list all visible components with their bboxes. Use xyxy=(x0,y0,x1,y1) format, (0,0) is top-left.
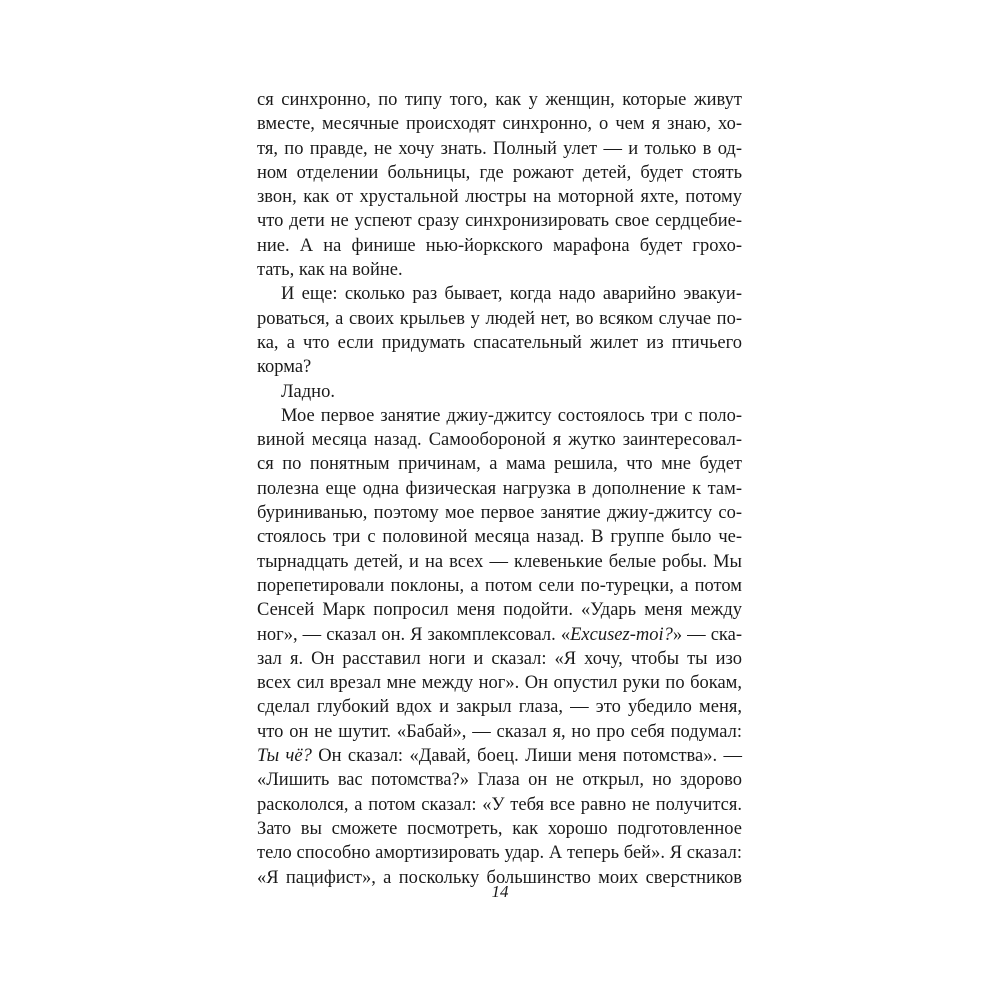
text-fragment: ног», — сказал он. Я закомплексовал. xyxy=(257,624,556,645)
page-number: 14 xyxy=(491,882,509,901)
text-line xyxy=(257,744,742,768)
text-line: зал я. Он расставил ноги и сказал: «Я хочу, чтобы ты изо xyxy=(257,648,742,669)
italic-phrase: Excusez-moi? xyxy=(570,624,673,645)
text-line: раскололся, а потом сказал: «У тебя все равно не получится. xyxy=(257,794,742,815)
text-line: ног», — сказал он. Я закомплексовал. «Excusez-moi?» — ска- xyxy=(257,624,743,645)
text-line: сделал глубокий вдох и закрыл глаза, — это убедило меня, xyxy=(257,697,742,718)
text-line: что он не шутит. «Бабай», — сказал я, но про себя подумал: xyxy=(257,721,742,742)
text-line: ка, а что если придумать спасательный жилет из птичьего xyxy=(257,332,742,353)
text-line: полезна еще одна физическая нагрузка в дополнение к там- xyxy=(257,478,742,499)
text-line: тело способно амортизировать удар. А теперь бей». Я сказал: xyxy=(257,843,742,864)
text-line: ся по понятным причинам, а мама решила, что мне будет xyxy=(257,454,742,475)
text-line: ном отделении больницы, где рожают детей, будет стоять xyxy=(257,162,742,183)
text-line: тать, как на войне. xyxy=(257,260,403,281)
text-line: Мое первое занятие джиу-джитсу состоялось три с поло- xyxy=(281,405,742,426)
text-fragment: Он сказал: «Давай, боец. Лиши меня потомства». — xyxy=(311,746,743,767)
text-line: вместе, месячные происходят синхронно, о чем я знаю, хо- xyxy=(257,114,742,135)
text-line: порепетировали поклоны, а потом сели по-турецки, а потом xyxy=(257,575,742,596)
text-line: ние. А на финише нью-йоркского марафона будет грохо- xyxy=(257,235,742,256)
text-line: виной месяца назад. Самообороной я жутко заинтересовал- xyxy=(257,430,742,451)
text-line: ся синхронно, по типу того, как у женщин, которые живут xyxy=(257,90,742,110)
text-line: всех сил врезал мне между ног». Он опустил руки по бокам, xyxy=(257,673,742,694)
text-line: И еще: сколько раз бывает, когда надо аварийно эвакуи- xyxy=(281,284,742,305)
text-line: Зато вы сможете посмотреть, как хорошо подготовленное xyxy=(257,818,742,839)
text-line: буриниванью, поэтому мое первое занятие джиу-джитсу со- xyxy=(257,503,742,524)
text-line: стоялось три с половиной месяца назад. В группе было че- xyxy=(257,527,742,548)
text-fragment: » — ска- xyxy=(672,624,743,645)
text-line: корма? xyxy=(257,357,312,378)
text-line: «Я пацифист», а поскольку большинство моих сверстников xyxy=(257,867,742,888)
text-line: что дети не успеют сразу синхронизировать свое сердцебие- xyxy=(257,211,742,232)
text-line: тя, по правде, не хочу знать. Полный улет — и только в од- xyxy=(257,138,742,159)
text-line: Сенсей Марк попросил меня подойти. «Ударь меня между xyxy=(257,600,742,621)
text-line: звон, как от хрустальной люстры на моторной яхте, потому xyxy=(257,187,742,208)
text-line: тырнадцать детей, и на всех — клевенькие белые робы. Мы xyxy=(257,551,742,572)
text-line: Ладно. xyxy=(281,381,335,402)
italic-phrase: Ты чё? xyxy=(257,746,312,767)
page-text-block xyxy=(257,88,742,890)
text-line: «Лишить вас потомства?» Глаза он не открыл, но здорово xyxy=(257,770,742,791)
text-line: роваться, а своих крыльев у людей нет, во всяком случае по- xyxy=(257,308,742,329)
